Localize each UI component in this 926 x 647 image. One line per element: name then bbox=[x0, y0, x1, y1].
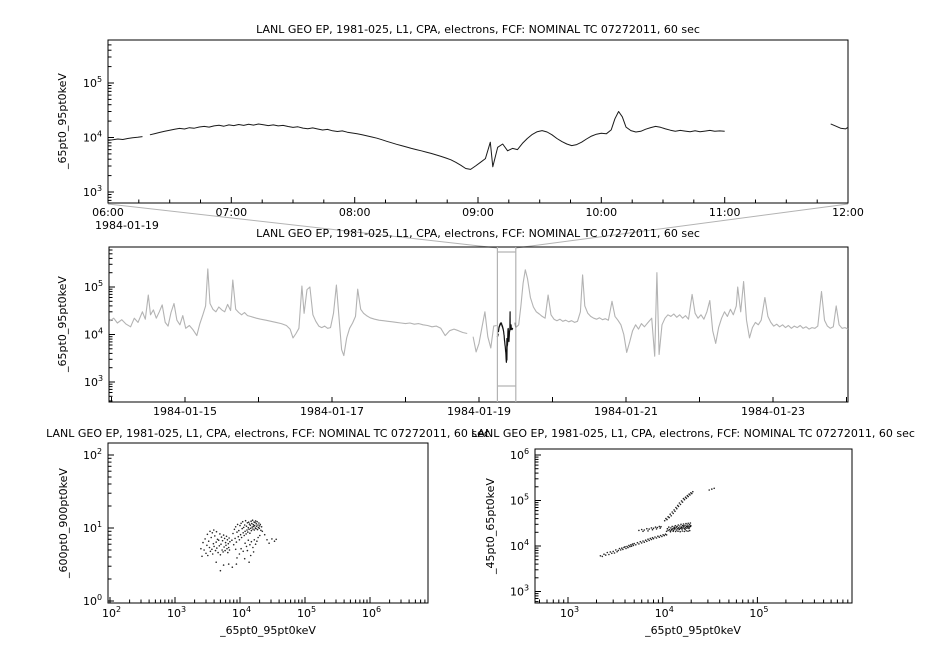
svg-text:105: $10^5$ bbox=[297, 605, 317, 620]
svg-text:12:00: 12:00 bbox=[832, 206, 864, 219]
svg-text:1984-01-17: 1984-01-17 bbox=[300, 405, 364, 418]
svg-text:09:00: 09:00 bbox=[462, 206, 494, 219]
svg-text:102: $10^2$ bbox=[102, 605, 122, 620]
svg-text:106: $10^6$ bbox=[362, 605, 382, 620]
scatter-left-y-axis-label: _600pt0_900pt0keV bbox=[57, 468, 70, 578]
scatter-left-x-axis-label: _65pt0_95pt0keV bbox=[220, 624, 316, 637]
svg-text:1984-01-15: 1984-01-15 bbox=[153, 405, 217, 418]
context-y-axis-label: _65pt0_95pt0keV bbox=[56, 276, 69, 372]
svg-text:103: $10^3$ bbox=[84, 374, 104, 389]
plot-top-timeseries[interactable] bbox=[83, 40, 864, 219]
plot-scatter-left[interactable] bbox=[83, 443, 428, 620]
svg-text:105: $10^5$ bbox=[83, 75, 103, 90]
top-x-axis-date-label: 1984-01-19 bbox=[95, 219, 159, 232]
svg-text:06:00: 06:00 bbox=[92, 206, 124, 219]
scatter-right-title: LANL GEO EP, 1981-025, L1, CPA, electrons, FCF: NOMINAL TC 07272011, 60 sec bbox=[471, 427, 915, 440]
svg-text:102: $10^2$ bbox=[83, 447, 103, 462]
context-plot-title: LANL GEO EP, 1981-025, L1, CPA, electrons, FCF: NOMINAL TC 07272011, 60 sec bbox=[256, 227, 700, 240]
svg-text:07:00: 07:00 bbox=[215, 206, 248, 219]
svg-text:103: $10^3$ bbox=[510, 583, 530, 599]
top-plot-title: LANL GEO EP, 1981-025, L1, CPA, electrons, FCF: NOMINAL TC 07272011, 60 sec bbox=[256, 23, 700, 36]
plot-scatter-right[interactable] bbox=[510, 447, 852, 620]
svg-text:104: $10^4$ bbox=[510, 538, 530, 553]
scatter-right-y-axis-label: _45pt0_65pt0keV bbox=[484, 478, 497, 574]
svg-text:08:00: 08:00 bbox=[338, 206, 371, 219]
svg-text:10:00: 10:00 bbox=[585, 206, 618, 219]
plot-context-overview[interactable] bbox=[84, 247, 848, 418]
svg-text:11:00: 11:00 bbox=[708, 206, 741, 219]
svg-text:104: $10^4$ bbox=[232, 605, 252, 620]
scatter-right-x-axis-label: _65pt0_95pt0keV bbox=[645, 624, 741, 637]
svg-text:106: $10^6$ bbox=[510, 447, 530, 462]
svg-text:105: $10^5$ bbox=[510, 492, 530, 508]
svg-text:1984-01-19: 1984-01-19 bbox=[447, 405, 511, 418]
svg-text:1984-01-21: 1984-01-21 bbox=[594, 405, 658, 418]
svg-text:103: $10^3$ bbox=[167, 605, 187, 620]
top-y-axis-label: _65pt0_95pt0keV bbox=[56, 73, 69, 169]
svg-text:105: $10^5$ bbox=[749, 605, 769, 620]
svg-text:1984-01-23: 1984-01-23 bbox=[741, 405, 805, 418]
scatter-left-title: LANL GEO EP, 1981-025, L1, CPA, electrons, FCF: NOMINAL TC 07272011, 60 sec bbox=[46, 427, 490, 440]
svg-text:100: $10^0$ bbox=[83, 593, 103, 608]
svg-text:105: $10^5$ bbox=[84, 279, 104, 294]
svg-text:104: $10^4$ bbox=[83, 129, 103, 145]
svg-text:101: $10^1$ bbox=[83, 520, 103, 535]
svg-text:104: $10^4$ bbox=[84, 326, 104, 342]
svg-text:103: $10^3$ bbox=[83, 184, 103, 199]
svg-text:104: $10^4$ bbox=[654, 605, 674, 620]
svg-text:103: $10^3$ bbox=[560, 605, 580, 620]
